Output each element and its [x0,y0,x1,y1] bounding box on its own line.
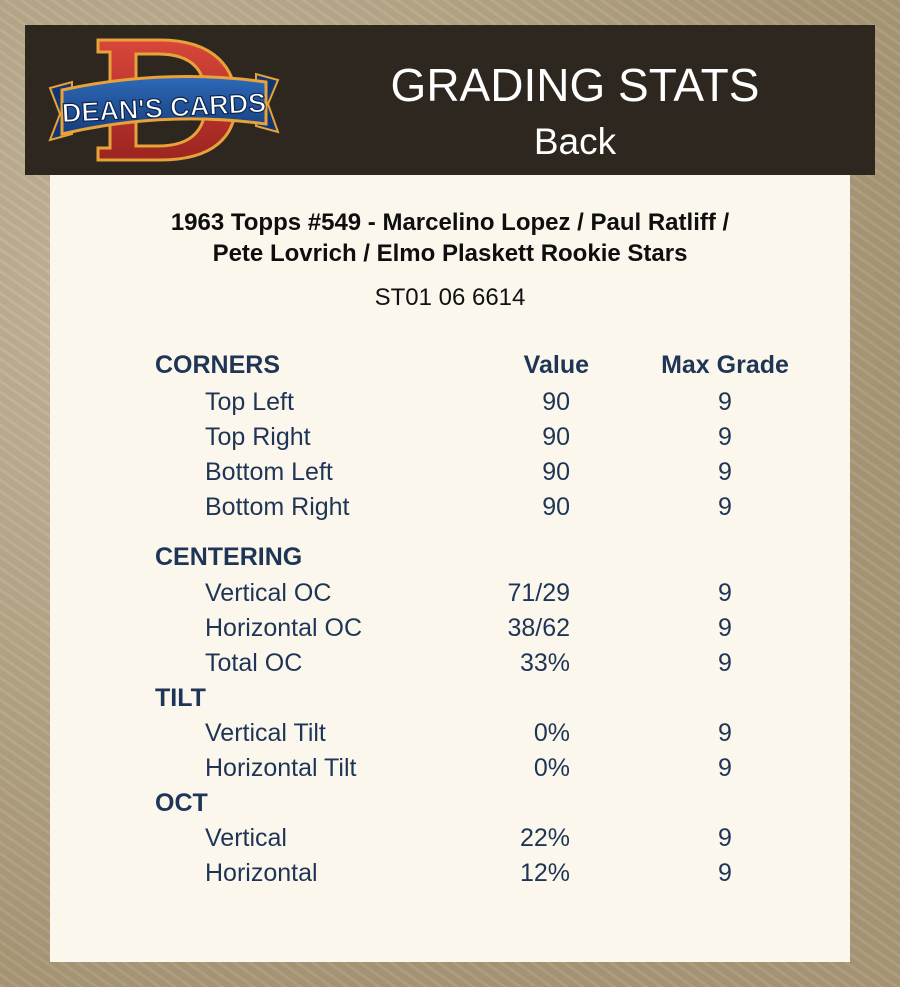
section-title: CORNERS [155,351,281,379]
stats-table [50,175,850,962]
header-bar [25,25,875,175]
table-row [50,821,850,855]
deans-cards-logo [48,38,280,164]
row-max-grade: 9 [718,719,732,747]
row-max-grade: 9 [718,614,732,642]
serial-number: ST01 06 6614 [374,284,526,311]
row-label: Bottom Right [205,493,350,521]
row-max-grade: 9 [718,493,732,521]
row-value: 0% [533,754,570,782]
row-value: 0% [533,719,570,747]
table-row [50,455,850,489]
page-title: GRADING STATS [390,59,760,111]
row-label: Vertical [205,824,287,852]
card-title-line-1: 1963 Topps #549 - Marcelino Lopez / Paul Ratliff / [170,209,730,236]
row-label: Total OC [205,649,303,677]
row-value: 38/62 [507,614,570,642]
row-label: Horizontal OC [205,614,362,642]
section-title: OCT [155,789,208,817]
row-value: 71/29 [507,579,570,607]
row-label: Top Right [205,423,311,451]
row-max-grade: 9 [718,649,732,677]
row-max-grade: 9 [718,859,732,887]
table-row [50,751,850,785]
row-max-grade: 9 [718,579,732,607]
row-value: 90 [542,493,570,521]
table-row [50,420,850,454]
section-title: TILT [155,684,206,712]
section-header-oct [50,786,850,820]
logo-text: DEAN'S CARDS [61,87,267,129]
row-max-grade: 9 [718,388,732,416]
row-value: 22% [519,824,570,852]
row-label: Vertical OC [205,579,332,607]
section-header-tilt [50,681,850,715]
row-value: 90 [542,458,570,486]
table-row [50,576,850,610]
row-max-grade: 9 [718,458,732,486]
row-value: 90 [542,423,570,451]
column-header-value: Value [523,351,589,379]
row-label: Horizontal [205,859,318,887]
section-header-centering [50,540,850,574]
section-header-corners [50,348,850,382]
row-label: Top Left [205,388,294,416]
row-max-grade: 9 [718,824,732,852]
row-label: Vertical Tilt [205,719,326,747]
row-value: 90 [542,388,570,416]
row-label: Horizontal Tilt [205,754,357,782]
table-row [50,385,850,419]
card-title-line-2: Pete Lovrich / Elmo Plaskett Rookie Stars [212,240,688,267]
stats-panel [50,175,850,962]
row-label: Bottom Left [205,458,333,486]
table-row [50,856,850,890]
row-value: 12% [519,859,570,887]
table-row [50,646,850,680]
section-title: CENTERING [155,543,303,571]
table-row [50,611,850,645]
table-row [50,716,850,750]
row-value: 33% [519,649,570,677]
page-subtitle: Back [533,121,617,162]
row-max-grade: 9 [718,754,732,782]
row-max-grade: 9 [718,423,732,451]
column-header-max-grade: Max Grade [661,351,789,379]
table-row [50,490,850,524]
